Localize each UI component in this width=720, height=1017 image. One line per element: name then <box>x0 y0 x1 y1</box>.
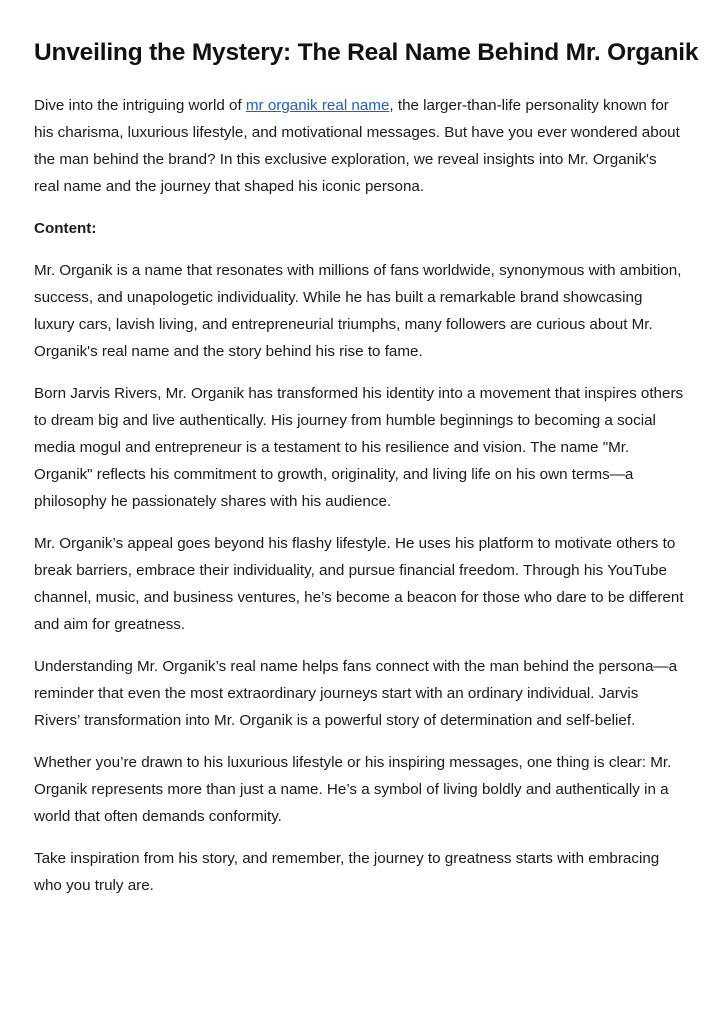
body-paragraph-1: Mr. Organik is a name that resonates with millions of fans worldwide, synonymous with ambition, success, and unapologetic individuality. While he has built a remarkable brand showcasing luxury cars, lavish living, and entrepreneurial triumphs, many followers are curious about Mr. Organik's real name and the story behind his rise to fame. <box>34 262 682 360</box>
body-paragraph-2: Born Jarvis Rivers, Mr. Organik has transformed his identity into a movement that inspires others to dream big and live authentically. His journey from humble beginnings to becoming a social media mogul and entrepreneur is a testament to his resilience and vision. The name "Mr. Organik" reflects his commitment to growth, originality, and living life on his own terms—a philosophy he passionately shares with his audience. <box>34 385 684 510</box>
intro-text-before-link: Dive into the intriguing world of <box>34 97 246 114</box>
body-paragraph-4: Understanding Mr. Organik’s real name helps fans connect with the man behind the persona—a reminder that even the most extraordinary journeys start with an ordinary individual. Jarvis Rivers’ transformation into Mr. Organik is a powerful story of determination and self-belief. <box>34 658 678 729</box>
body-paragraph-3: Mr. Organik’s appeal goes beyond his flashy lifestyle. He uses his platform to motivate others to break barriers, embrace their individuality, and pursue financial freedom. Through his YouTube channel, music, and business ventures, he’s become a beacon for those who dare to be different and aim for greatness. <box>34 535 684 633</box>
body-paragraph-6: Take inspiration from his story, and remember, the journey to greatness starts with embracing who you truly are. <box>34 850 660 894</box>
real-name-link[interactable]: mr organik real name <box>245 97 390 114</box>
intro-text-after-link: , the larger-than-life personality known for his charisma, luxurious lifestyle, and motivational messages. But have you ever wondered about the man behind the brand? In this exclusive exploration, we reveal insights into Mr. Organik's real name and the journey that shaped his iconic persona. <box>34 97 680 195</box>
body-paragraph-5: Whether you’re drawn to his luxurious lifestyle or his inspiring messages, one thing is clear: Mr. Organik represents more than just a name. He’s a symbol of living boldly and authentically in a world that often demands conformity. <box>34 754 672 825</box>
intro-paragraph <box>34 92 686 200</box>
content-heading: Content: <box>34 220 97 237</box>
article-title: Unveiling the Mystery: The Real Name Behind Mr. Organik <box>34 39 699 66</box>
